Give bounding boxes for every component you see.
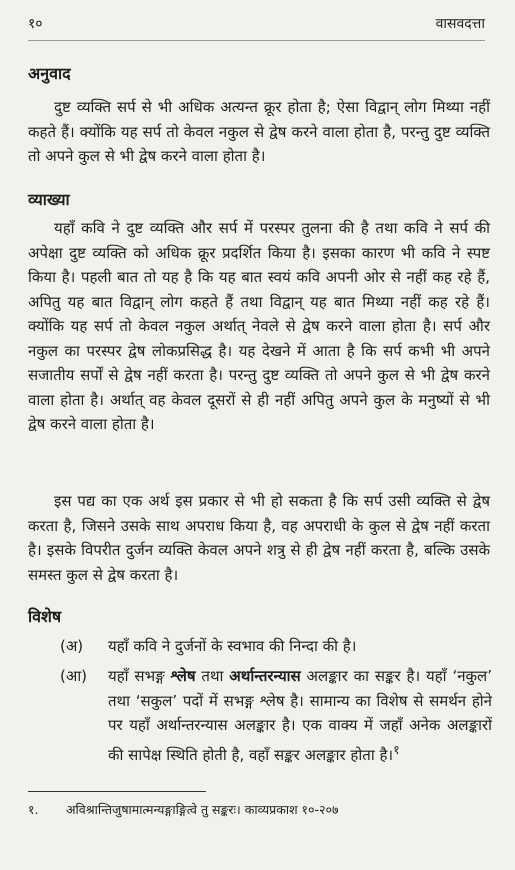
page-header [28,14,485,38]
vishesh-item-1 [60,634,492,659]
item-2-text-mid: तथा [195,667,230,685]
arthantaranyas-term: अर्थान्तरन्यास [229,667,301,685]
footnote [28,801,498,818]
item-2-label: (आ) [60,667,88,685]
footnote-text: अविश्रान्तिजुषामात्मन्यङ्गाङ्गित्वे तु सङ्करः। काव्यप्रकाश १०-२०७ [66,802,339,817]
item-2-text-start: यहाँ सभङ्ग [108,667,171,685]
header-rule [28,40,485,41]
vyakhya-text-block [28,216,490,437]
vyakhya-paragraph-2: इस पद्य का एक अर्थ इस प्रकार से भी हो सकता है कि सर्प उसी व्यक्ति से द्वेष करता है, जिसने उसके साथ अपराध किया है, वह अपराधी के कुल से द्वेष नहीं करता है। इसके विपरीत दुर्जन व्यक्ति केवल अपने शत्रु से ही द्वेष नहीं करता है, बल्कि उसके समस्त कुल से द्वेष करता है। [28,492,490,584]
anuvad-heading: अनुवाद [28,64,71,83]
vishesh-heading: विशेष [28,607,62,626]
item-1-label: (अ) [60,637,84,655]
footnote-number: १. [28,802,39,817]
anuvad-paragraph: दुष्ट व्यक्ति सर्प से भी अधिक अत्यन्त क्रूर होता है; ऐसा विद्वान् लोग मिथ्या नहीं कहते हैं। क्योंकि यह सर्प तो केवल नकुल से द्वेष करने वाला होता है, परन्तु दुष्ट व्यक्ति तो अपने कुल से भी द्वेष करने वाला होता है। [28,98,490,165]
item-1-text: यहाँ कवि ने दुर्जनों के स्वभाव की निन्दा की है। [108,637,357,655]
running-title: वासवदत्ता [435,16,485,32]
vyakhya-paragraph-1: यहाँ कवि ने दुष्ट व्यक्ति और सर्प में परस्पर तुलना की है तथा कवि ने सर्प की अपेक्षा दुष्ट व्यक्ति को अधिक क्रूर प्रदर्शित किया है। इसका कारण भी कवि ने स्पष्ट किया है। पहली बात तो यह है कि यह बात स्वयं कवि अपनी ओर से नहीं कह रहे हैं, अपितु यह बात विद्वान् लोग कहते हैं तथा विद्वान् यह बात मिथ्या नहीं कह रहे हैं। क्योंकि यह सर्प तो केवल नकुल अर्थात् नेवले से द्वेष करने वाला होता है। सर्प और नकुल का परस्पर द्वेष लोकप्रसिद्ध है। यह देखने में आता है कि सर्प कभी भी अपने सजातीय सर्पों से द्वेष नहीं करता है। परन्तु दुष्ट व्यक्ति तो अपने कुल से भी द्वेष करने वाला होता है। अर्थात् वह केवल दूसरों से ही नहीं अपितु अपने कुल के मनुष्यों से भी द्वेष करने वाला होता है। [28,219,490,433]
item-2-text [108,664,492,767]
item-2-text-rest: अलङ्कार का सङ्कर है। यहाँ ‘नकुल’ तथा ‘सकुल’ पदों में सभङ्ग श्लेष है। सामान्य का विशेष से समर्थन होने पर यहाँ अर्थान्तरन्यास अलङ्कार है। एक वाक्य में जहाँ अनेक अलङ्कारों की सापेक्ष स्थिति होती है, वहाँ सङ्कर अलङ्कार होता है। [108,667,492,764]
vyakhya-heading: व्याख्या [28,190,70,209]
vishesh-item-2 [60,664,492,767]
footnote-marker: १ [393,741,400,757]
anuvad-text-block [28,95,490,169]
shlesh-term: श्लेष [170,667,196,685]
vyakhya-text-block-2 [28,489,490,587]
footnote-rule [28,791,206,792]
page-number: १० [28,16,43,32]
